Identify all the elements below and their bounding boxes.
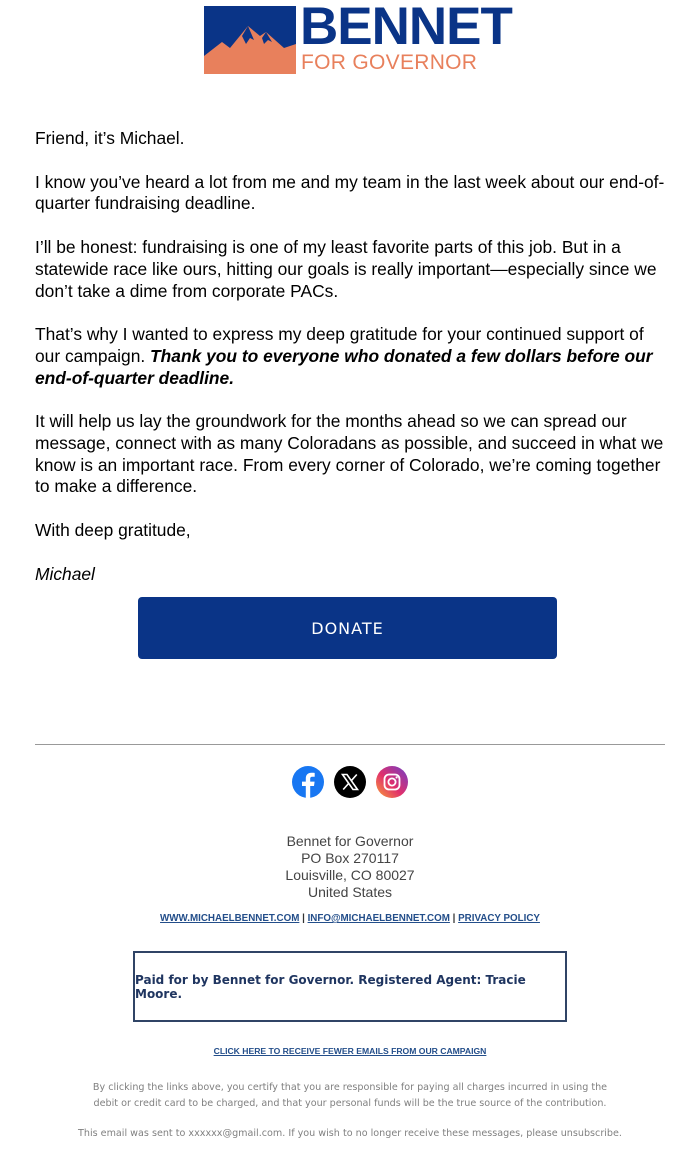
address-country: United States [307, 884, 393, 900]
address-po: PO Box 270117 [301, 850, 399, 866]
logo-name: BENNET [300, 0, 512, 56]
divider [35, 744, 665, 745]
x-icon[interactable] [333, 765, 367, 799]
address-city: Louisville, CO 80027 [285, 867, 415, 883]
paragraph-3 [35, 324, 667, 389]
paragraph-2: I’ll be honest: fundraising is one of my least favorite parts of this job. But in a statewide race like ours, hitting our goals is really important—especially since we don’t take a dime from corporate PACs. [35, 237, 657, 301]
link-separator: | [449, 913, 459, 924]
social-links [291, 765, 409, 799]
fewer-emails-link[interactable]: CLICK HERE TO RECEIVE FEWER EMAILS FROM OUR CAMPAIGN [213, 1046, 487, 1056]
website-link[interactable]: WWW.MICHAELBENNET.COM [160, 913, 300, 924]
colorado-mountain-icon [204, 6, 296, 74]
address-org: Bennet for Governor [286, 833, 414, 849]
paragraph-1: I know you’ve heard a lot from me and my team in the last week about our end-of-quarter fundraising deadline. [35, 171, 665, 214]
greeting: Friend, it’s Michael. [35, 128, 185, 148]
facebook-icon[interactable] [291, 765, 325, 799]
paragraph-3-emphasis: Thank you to everyone who donated a few dollars before our end-of-quarter deadline. [35, 345, 653, 388]
logo-subtitle: FOR GOVERNOR [301, 51, 478, 74]
footer-links [0, 913, 700, 924]
paragraph-4: It will help us lay the groundwork for the months ahead so we can spread our message, connect with as many Coloradans as possible, and succeed in what we know is an important race. From every corner of Colorado, we’re coming together to make a difference. [35, 411, 664, 497]
donate-button[interactable]: DONATE [138, 597, 557, 659]
paragraph-3-text: That’s why I wanted to express my deep gratitude for your continued support of our campaign. [35, 324, 644, 366]
paid-for-disclaimer: Paid for by Bennet for Governor. Registered Agent: Tracie Moore. [133, 951, 567, 1022]
closing: With deep gratitude, [35, 520, 191, 541]
fewer-emails-section [0, 1046, 700, 1056]
certification-notice: By clicking the links above, you certify that you are responsible for paying all charges incurred in using the debit or credit card to be charged, and that your personal funds will be the true source of the contribution. [92, 1082, 608, 1109]
campaign-logo [204, 0, 512, 76]
letter-body [35, 128, 667, 608]
sent-notice: This email was sent to xxxxxx@gmail.com. If you wish to no longer receive these messages, please unsubscribe. [78, 1128, 622, 1139]
link-separator: | [299, 913, 308, 924]
mailing-address [0, 833, 700, 901]
email-link[interactable]: INFO@MICHAELBENNET.COM [307, 913, 450, 924]
signature: Michael [35, 563, 95, 584]
privacy-policy-link[interactable]: PRIVACY POLICY [458, 913, 540, 924]
instagram-icon[interactable] [375, 765, 409, 799]
